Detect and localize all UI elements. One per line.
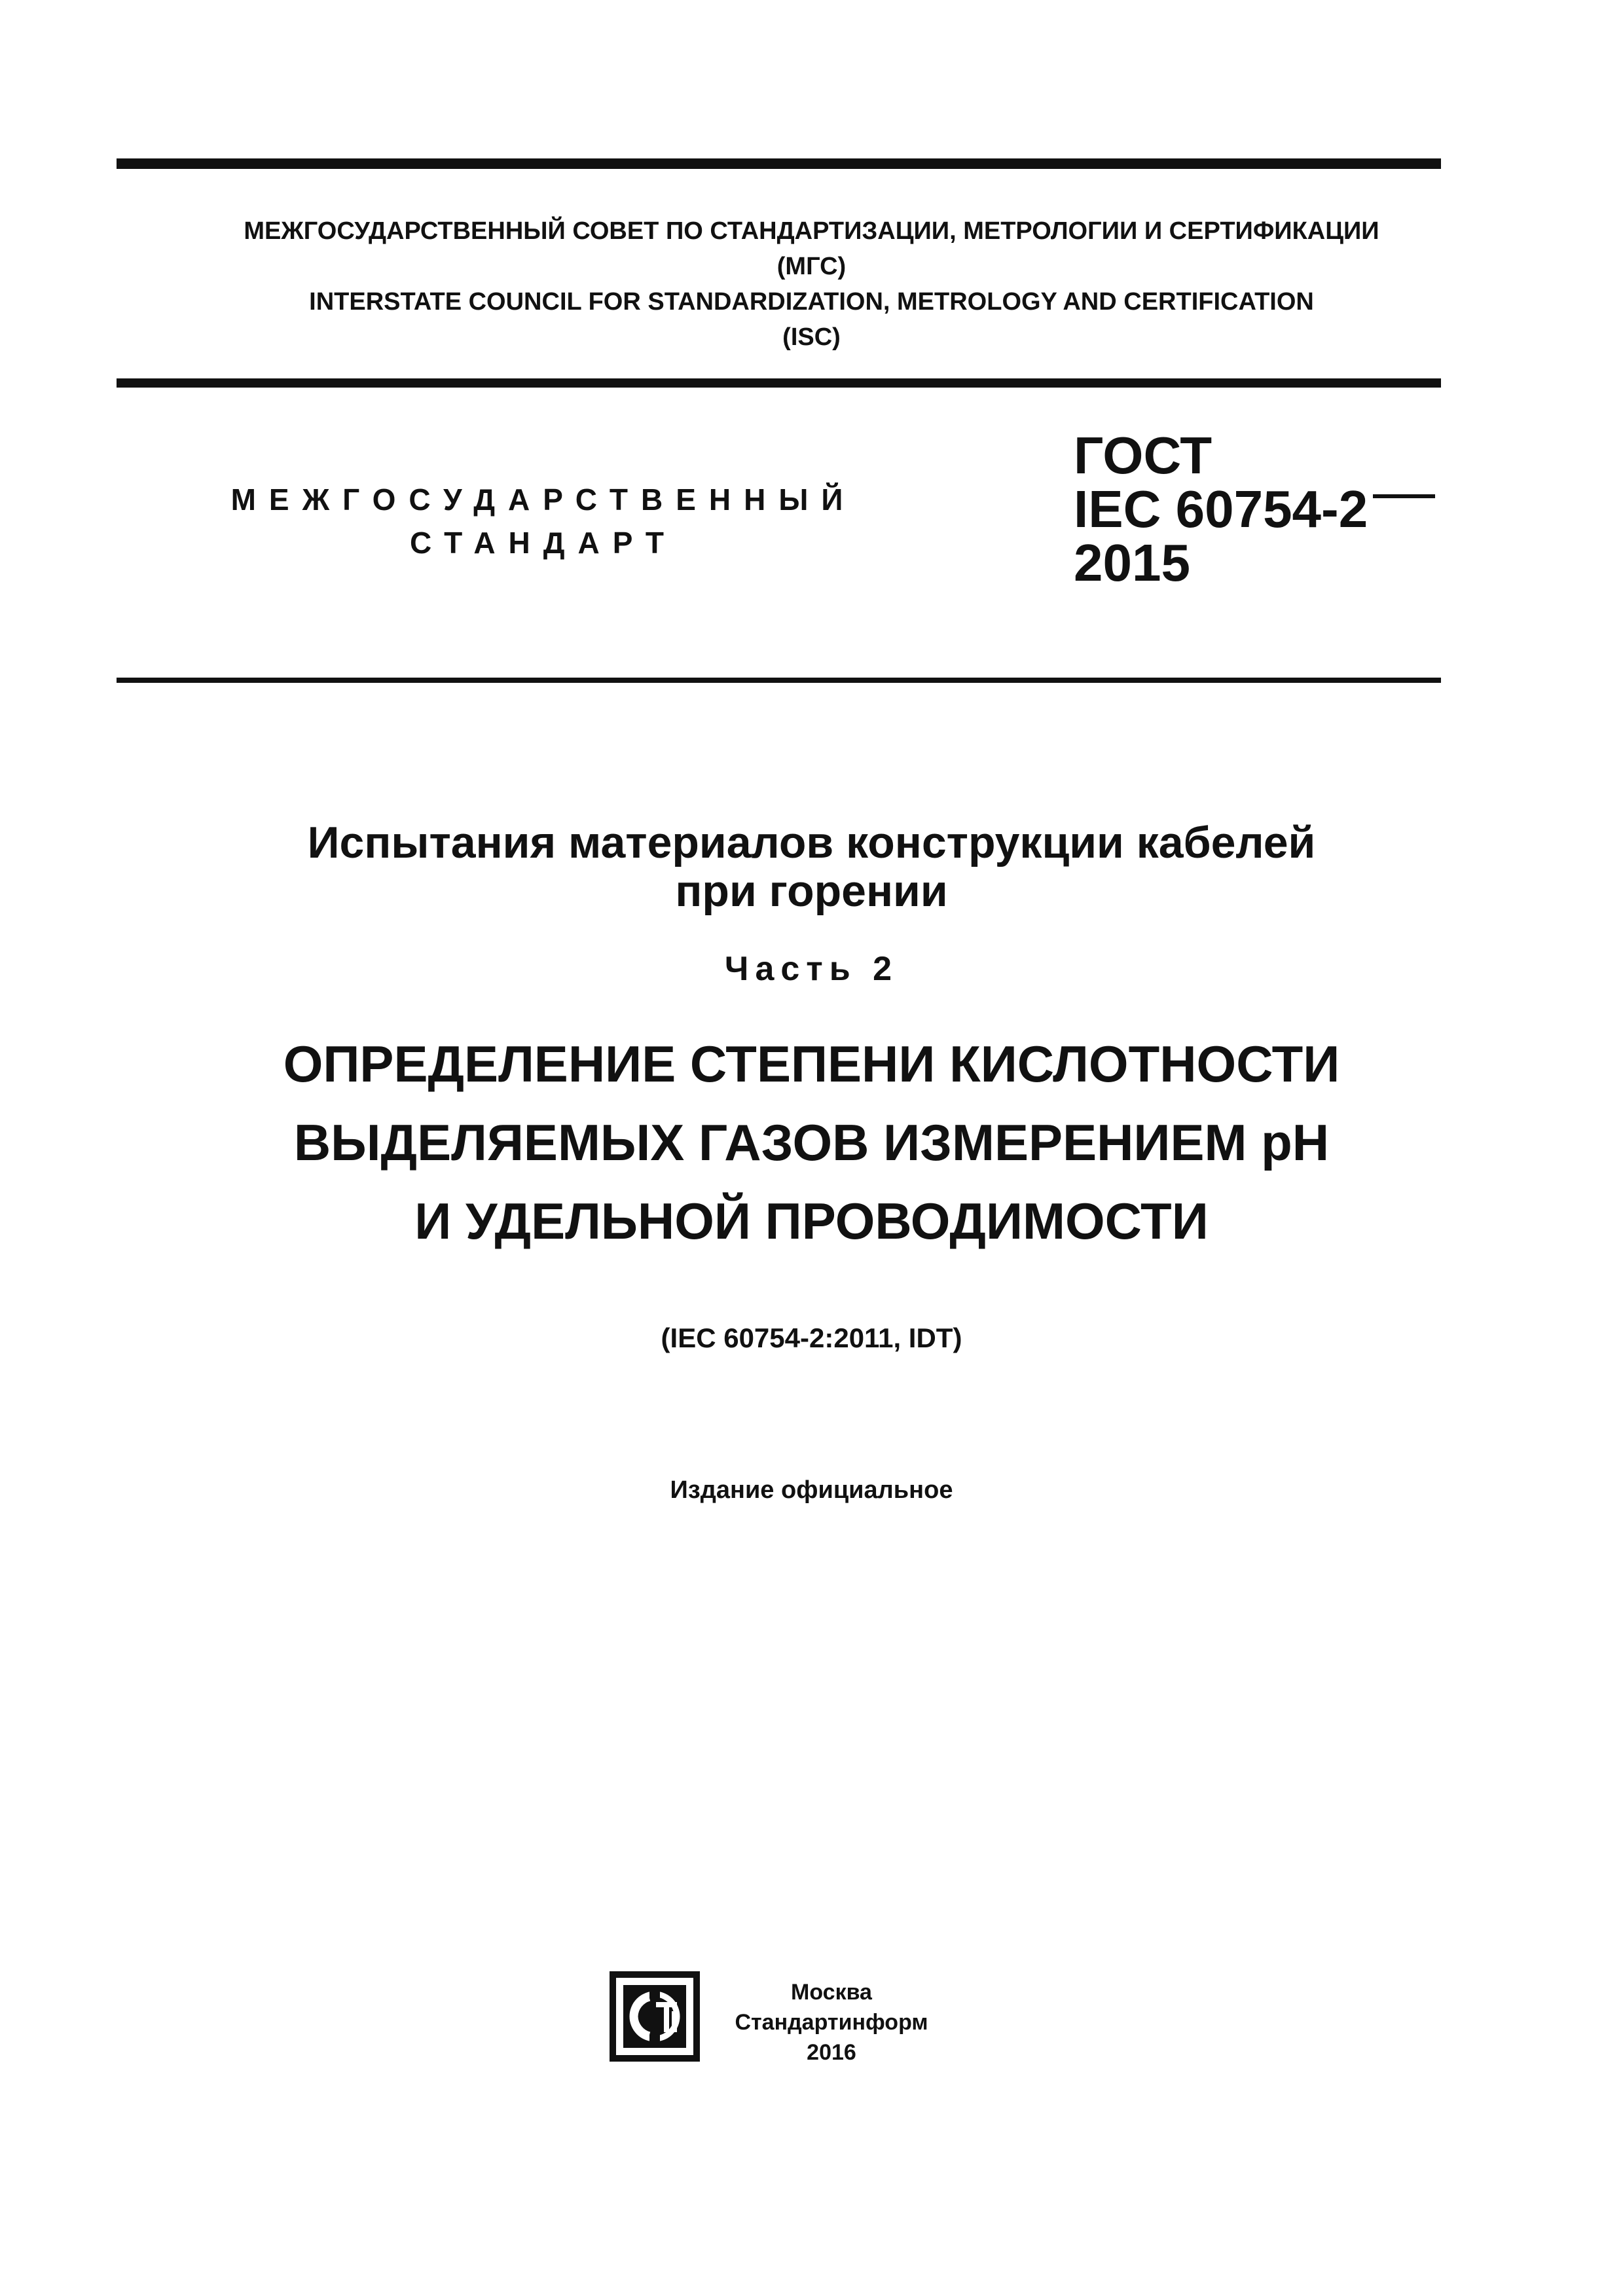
designation-dash bbox=[1373, 494, 1435, 498]
council-abbr-en: (ISC) bbox=[782, 323, 841, 351]
designation-gost: ГОСТ bbox=[1074, 426, 1213, 484]
edition-note: Издание официальное bbox=[670, 1476, 953, 1504]
standard-designation bbox=[1074, 426, 1435, 592]
document-title bbox=[0, 818, 1623, 915]
designation-year: 2015 bbox=[1074, 534, 1190, 592]
subtitle-line1: ОПРЕДЕЛЕНИЕ СТЕПЕНИ КИСЛОТНОСТИ bbox=[283, 1035, 1340, 1093]
publisher-block bbox=[733, 1977, 930, 2068]
council-header bbox=[0, 213, 1623, 355]
publisher-city: Москва bbox=[791, 1980, 872, 2005]
designation-number-row bbox=[1074, 480, 1435, 538]
standard-type-line2: СТАНДАРТ bbox=[410, 526, 677, 560]
subtitle-line2: ВЫДЕЛЯЕМЫХ ГАЗОВ ИЗМЕРЕНИЕМ pH bbox=[293, 1114, 1330, 1171]
council-name-en: INTERSTATE COUNCIL FOR STANDARDIZATION, METROLOGY AND CERTIFICATION bbox=[309, 288, 1314, 316]
publication-year: 2016 bbox=[807, 2040, 856, 2065]
council-name-ru: МЕЖГОСУДАРСТВЕННЫЙ СОВЕТ ПО СТАНДАРТИЗАЦИИ, МЕТРОЛОГИИ И СЕРТИФИКАЦИИ bbox=[244, 217, 1379, 245]
document-subtitle bbox=[0, 1025, 1623, 1260]
top-rule bbox=[117, 158, 1441, 169]
standard-type-line1: МЕЖГОСУДАРСТВЕННЫЙ bbox=[230, 483, 856, 517]
designation-number: IEC 60754-2 bbox=[1074, 480, 1368, 538]
iec-reference: (IEC 60754-2:2011, IDT) bbox=[661, 1322, 962, 1353]
standard-type-label bbox=[216, 478, 871, 564]
third-rule bbox=[117, 678, 1441, 683]
publisher-name: Стандартинформ bbox=[735, 2010, 928, 2035]
council-abbr-ru: (МГС) bbox=[776, 253, 847, 280]
part-label: Часть 2 bbox=[724, 950, 899, 988]
second-rule bbox=[117, 378, 1441, 388]
document-title-line1: Испытания материалов конструкции кабелей bbox=[307, 818, 1316, 867]
subtitle-line3: И УДЕЛЬНОЙ ПРОВОДИМОСТИ bbox=[414, 1192, 1209, 1250]
document-title-line2: при горении bbox=[675, 866, 948, 916]
standartinform-logo-icon bbox=[609, 1971, 701, 2062]
